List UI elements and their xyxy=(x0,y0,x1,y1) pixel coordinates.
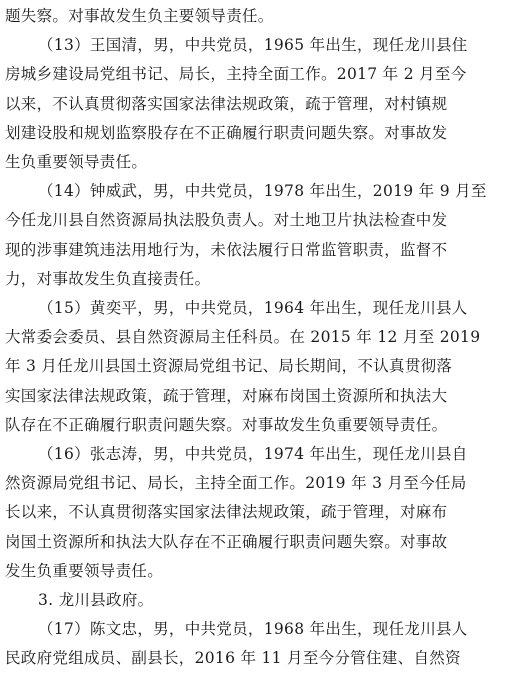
text-line: 年 3 月任龙川县国土资源局党组书记、局长期间，不认真贯彻落 xyxy=(5,357,453,376)
paragraph-15-start: （15）黄奕平，男，中共党员，1964 年出生，现任龙川县人 xyxy=(38,299,468,317)
text-line: 题失察。对事故发生负主要领导责任。 xyxy=(5,7,274,25)
text-line: 生负重要领导责任。 xyxy=(5,153,148,171)
text-line: 划建设股和规划监察股存在不正确履行职责问题失察。对事故发 xyxy=(5,123,448,142)
text-line: 长以来，不认真贯彻落实国家法律法规政策，疏于管理，对麻布 xyxy=(5,503,448,522)
paragraph-14-start: （14）钟威武，男，中共党员，1978 年出生，2019 年 9 月至 xyxy=(38,182,487,201)
section-heading: 3. 龙川县政府。 xyxy=(38,591,154,609)
text-line: 以来，不认真贯彻落实国家法律法规政策，疏于管理，对村镇规 xyxy=(5,94,448,113)
text-line: 队存在不正确履行职责问题失察。对事故发生负重要领导责任。 xyxy=(5,415,448,434)
text-line: 大常委会委员、县自然资源局主任科员。在 2015 年 12 月至 2019 xyxy=(5,328,481,347)
text-line: 实国家法律法规政策，疏于管理，对麻布岗国土资源所和执法大 xyxy=(5,386,448,405)
text-line: 然资源局党组书记、局长，主持全面工作。2019 年 3 月至今任局 xyxy=(5,474,467,493)
paragraph-13-start: （13）王国清，男，中共党员，1965 年出生，现任龙川县住 xyxy=(38,36,468,55)
text-line: 现的涉事建筑违法用地行为，未依法履行日常监管职责，监督不 xyxy=(5,240,448,259)
text-line: 发生负重要领导责任。 xyxy=(5,561,164,580)
paragraph-17-start: （17）陈文忠，男，中共党员，1968 年出生，现任龙川县人 xyxy=(38,620,468,639)
text-line: 岗国土资源所和执法大队存在不正确履行职责问题失察。对事故 xyxy=(5,532,448,551)
text-line: 房城乡建设局党组书记、局长，主持全面工作。2017 年 2 月至今 xyxy=(5,65,467,84)
text-line: 民政府党组成员、副县长，2016 年 11 月至今分管住建、自然资 xyxy=(5,649,461,668)
paragraph-16-start: （16）张志涛，男，中共党员，1974 年出生，现任龙川县自 xyxy=(38,445,468,463)
text-line: 力，对事故发生负直接责任。 xyxy=(5,269,211,288)
text-line: 今任龙川县自然资源局执法股负责人。对土地卫片执法检查中发 xyxy=(5,211,448,230)
